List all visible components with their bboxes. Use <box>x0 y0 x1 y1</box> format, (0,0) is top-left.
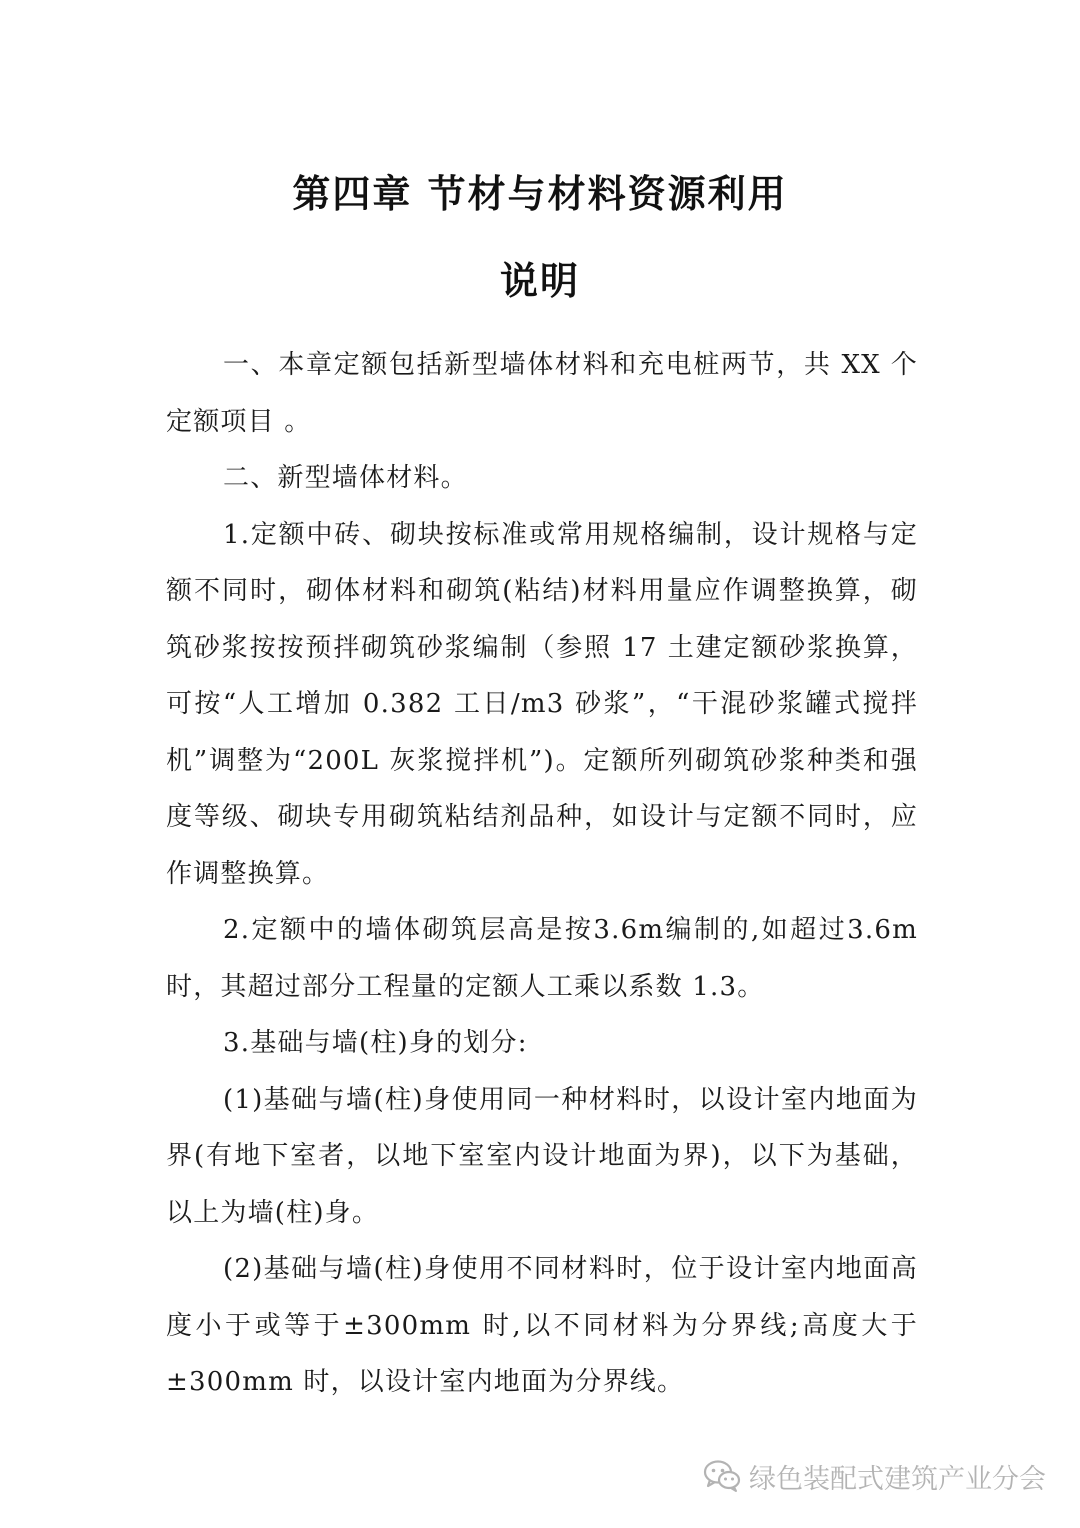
paragraph-7: (2)基础与墙(柱)身使用不同材料时，位于设计室内地面高度小于或等于±300mm 时,以不同材料为分界线;高度大于±300mm 时，以设计室内地面为分界线。 <box>166 1254 918 1397</box>
watermark <box>703 1456 1046 1496</box>
section-title: 说明 <box>499 259 580 303</box>
paragraph-1: 一、本章定额包括新型墙体材料和充电桩两节，共 XX 个定额项目 。 <box>166 350 918 437</box>
paragraph-5: 3.基础与墙(柱)身的划分: <box>223 1028 528 1058</box>
paragraph-2: 二、新型墙体材料。 <box>223 463 468 493</box>
paragraph-6: (1)基础与墙(柱)身使用同一种材料时，以设计室内地面为界(有地下室者，以地下室室内设计地面为界)，以下为基础，以上为墙(柱)身。 <box>166 1084 918 1228</box>
body-text <box>166 337 918 1411</box>
chapter-title: 第四章 节材与材料资源利用 <box>292 172 788 216</box>
watermark-text: 绿色装配式建筑产业分会 <box>749 1463 1046 1495</box>
paragraph-4: 2.定额中的墙体砌筑层高是按3.6m编制的,如超过3.6m时，其超过部分工程量的定额人工乘以系数 1.3。 <box>166 915 918 1002</box>
paragraph-3: 1.定额中砖、砌块按标准或常用规格编制，设计规格与定额不同时，砌体材料和砌筑(粘结)材料用量应作调整换算，砌筑砂浆按按预拌砌筑砂浆编制（参照 17 土建定额砂浆换算，可按“人工增加 0.382 工日/m3 砂浆”，“干混砂浆罐式搅拌机”调整为“200L 灰浆搅拌机”)。定额所列砌筑砂浆种类和强度等级、砌块专用砌筑粘结剂品种，如设计与定额不同时，应作调整换算。 <box>166 519 918 889</box>
wechat-icon <box>703 1459 741 1493</box>
